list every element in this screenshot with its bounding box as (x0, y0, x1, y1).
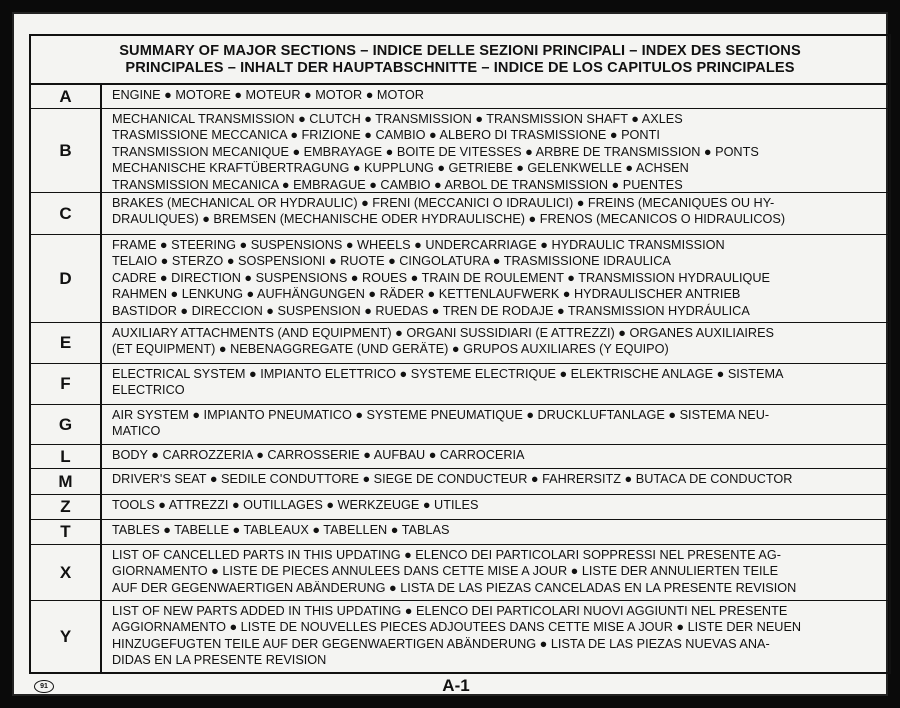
section-letter: T (31, 520, 102, 544)
section-letter: C (31, 193, 102, 234)
section-row-l (31, 445, 889, 469)
title-line-2: PRINCIPALES – INHALT DER HAUPTABSCHNITTE – INDICE DE LOS CAPITULOS PRINCIPALES (125, 59, 795, 76)
section-description: BODY ● CARROZZERIA ● CARROSSERIE ● AUFBAU ● CARROCERIA (112, 448, 525, 462)
section-row-b (31, 109, 889, 193)
section-description: TOOLS ● ATTREZZI ● OUTILLAGES ● WERKZEUGE ● UTILES (112, 498, 479, 512)
section-row-d (31, 235, 889, 323)
title-line-1: SUMMARY OF MAJOR SECTIONS – INDICE DELLE SEZIONI PRINCIPALI – INDEX DES SECTIONS (119, 42, 801, 59)
section-row-c (31, 193, 889, 235)
document-page (12, 12, 888, 696)
section-letter: Z (31, 495, 102, 519)
section-letter: B (31, 109, 102, 192)
section-row-e (31, 323, 889, 364)
sections-table (29, 34, 891, 674)
section-letter: G (31, 405, 102, 444)
section-row-f (31, 364, 889, 405)
section-description: ELECTRICAL SYSTEM ● IMPIANTO ELETTRICO ● SYSTEME ELECTRIQUE ● ELEKTRISCHE ANLAGE ● SISTEMA ELECTRICO (112, 367, 784, 398)
section-letter: X (31, 545, 102, 600)
section-row-z (31, 495, 889, 520)
section-row-m (31, 469, 889, 495)
section-description: BRAKES (MECHANICAL OR HYDRAULIC) ● FRENI (MECCANICI O IDRAULICI) ● FREINS (MECANIQUES OU HY- DRAULIQUES) ● BREMSEN (MECHANISCHE ODER HYDRAULISCHE) ● FRENOS (MECANICOS O HIDRAULICOS) (112, 196, 786, 227)
section-description: DRIVER'S SEAT ● SEDILE CONDUTTORE ● SIEGE DE CONDUCTEUR ● FAHRERSITZ ● BUTACA DE CONDUCTOR (112, 472, 793, 486)
section-description: AUXILIARY ATTACHMENTS (AND EQUIPMENT) ● ORGANI SUSSIDIARI (E ATTREZZI) ● ORGANES AUXILIAIRES (ET EQUIPMENT) ● NEBENAGGREGATE (UND GERÄTE) ● GRUPOS AUXILIARES (Y EQUIPO) (112, 326, 775, 357)
table-title (31, 36, 889, 85)
section-description: LIST OF CANCELLED PARTS IN THIS UPDATING ● ELENCO DEI PARTICOLARI SOPPRESSI NEL PRESENTE AG- GIORNAMENTO ● LISTE DE PIECES ANNULEES DANS CETTE MISE A JOUR ● LISTE DER ANNULIERTEN TEILE AUF DER GEGENWAERTIGEN ABÄNDERUNG ● LISTA DE LAS PIEZAS CANCELADAS EN LA PRESENTE REVISION (112, 548, 797, 595)
section-description: ENGINE ● MOTORE ● MOTEUR ● MOTOR ● MOTOR (112, 88, 424, 102)
section-letter: M (31, 469, 102, 494)
publisher-logo: 91 (34, 680, 54, 693)
section-description: MECHANICAL TRANSMISSION ● CLUTCH ● TRANSMISSION ● TRANSMISSION SHAFT ● AXLES TRASMISSIONE MECCANICA ● FRIZIONE ● CAMBIO ● ALBERO DI TRASMISSIONE ● PONTI TRANSMISSION MECANIQUE ● EMBRAYAGE ● BOITE DE VITESSES ● ARBRE DE TRANSMISSION ● PONTS MECHANISCHE KRAFTÜBERTRAGUNG ● KUPPLUNG ● GETRIEBE ● GELENKWELLE ● ACHSEN TRANSMISSION MECANICA ● EMBRAGUE ● CAMBIO ● ARBOL DE TRANSMISSION ● PUENTES (112, 112, 759, 192)
section-row-x (31, 545, 889, 601)
section-letter: F (31, 364, 102, 404)
section-row-t (31, 520, 889, 545)
section-letter: E (31, 323, 102, 363)
section-row-g (31, 405, 889, 445)
section-letter: Y (31, 601, 102, 672)
section-letter: A (31, 85, 102, 108)
section-description: LIST OF NEW PARTS ADDED IN THIS UPDATING ● ELENCO DEI PARTICOLARI NUOVI AGGIUNTI NEL PRESENTE AGGIORNAMENTO ● LISTE DE NOUVELLES PIECES ADJOUTEES DANS CETTE MISE A JOUR ● LISTE DER NEUEN HINZUGEFUGTEN TEILE AUF DER GEGENWAERTIGEN ABÄNDERUNG ● LISTA DE LAS PIEZAS NUEVAS ANA- DIDAS EN LA PRESENTE REVISION (112, 604, 802, 668)
section-row-a (31, 85, 889, 109)
section-letter: L (31, 445, 102, 468)
section-description: AIR SYSTEM ● IMPIANTO PNEUMATICO ● SYSTEME PNEUMATIQUE ● DRUCKLUFTANLAGE ● SISTEMA NEU- MATICO (112, 408, 770, 439)
section-row-y (31, 601, 889, 672)
page-number: A-1 (442, 676, 470, 695)
section-description: FRAME ● STEERING ● SUSPENSIONS ● WHEELS ● UNDERCARRIAGE ● HYDRAULIC TRANSMISSION TELAIO ● STERZO ● SOSPENSIONI ● RUOTE ● CINGOLATURA ● TRASMISSIONE IDRAULICA CADRE ● DIRECTION ● SUSPENSIONS ● ROUES ● TRAIN DE ROULEMENT ● TRANSMISSION HYDRAULIQUE RAHMEN ● LENKUNG ● AUFHÄNGUNGEN ● RÄDER ● KETTENLAUFWERK ● HYDRAULISCHER ANTRIEB BASTIDOR ● DIRECCION ● SUSPENSION ● RUEDAS ● TREN DE RODAJE ● TRANSMISSION HYDRÁULICA (112, 238, 770, 318)
section-letter: D (31, 235, 102, 322)
section-description: TABLES ● TABELLE ● TABLEAUX ● TABELLEN ● TABLAS (112, 523, 450, 537)
